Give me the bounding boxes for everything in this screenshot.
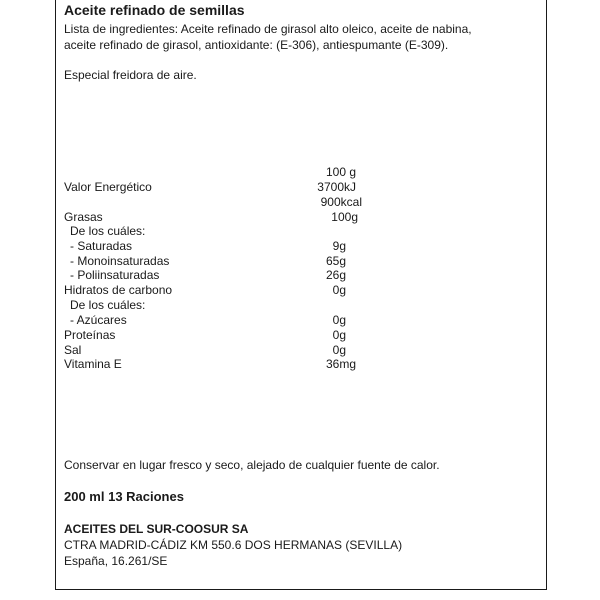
row-value: 0g (332, 313, 346, 327)
row-label: - Monoinsaturadas (70, 254, 170, 268)
row-value: 9g (332, 239, 346, 253)
nutrition-header: 100 g (325, 165, 356, 179)
row-value: 0g (332, 328, 346, 342)
row-label: Grasas (64, 210, 103, 224)
row-value: 0g (332, 283, 346, 297)
energy-kj: 3700kJ (317, 180, 356, 194)
row-label: - Azúcares (70, 313, 127, 327)
row-value: 26g (325, 268, 346, 282)
storage-instructions: Conservar en lugar fresco y seco, alejado de cualquier fuente de calor. (64, 458, 440, 472)
special-note: Especial freidora de aire. (64, 68, 197, 82)
row-value: 36mg (325, 357, 356, 371)
row-label: Vitamina E (64, 357, 122, 371)
row-label: De los cuáles: (70, 224, 146, 238)
row-label: Proteínas (64, 328, 116, 342)
row-value: 0g (332, 343, 346, 357)
company-name: ACEITES DEL SUR-COOSUR SA (64, 522, 249, 536)
energy-kcal: 900kcal (320, 195, 362, 209)
row-value: 100g (331, 210, 358, 224)
row-label: De los cuáles: (70, 298, 146, 312)
ingredients-line-1: Lista de ingredientes: Aceite refinado de girasol alto oleico, aceite de nabina, (64, 22, 472, 36)
product-title: Aceite refinado de semillas (64, 2, 245, 18)
row-label: Hidratos de carbono (64, 283, 173, 297)
row-label: - Poliinsaturadas (70, 268, 160, 282)
registry-number: España, 16.261/SE (64, 554, 168, 568)
row-value: 65g (325, 254, 346, 268)
quantity-info: 200 ml 13 Raciones (64, 489, 184, 504)
label-card (55, 0, 547, 590)
ingredients-line-2: aceite refinado de girasol, antioxidante: (E-306), antiespumante (E-309). (64, 38, 449, 52)
company-address: CTRA MADRID-CÁDIZ KM 550.6 DOS HERMANAS (SEVILLA) (64, 538, 403, 552)
energy-label: Valor Energético (64, 180, 152, 194)
row-label: Sal (64, 343, 82, 357)
row-label: - Saturadas (70, 239, 133, 253)
